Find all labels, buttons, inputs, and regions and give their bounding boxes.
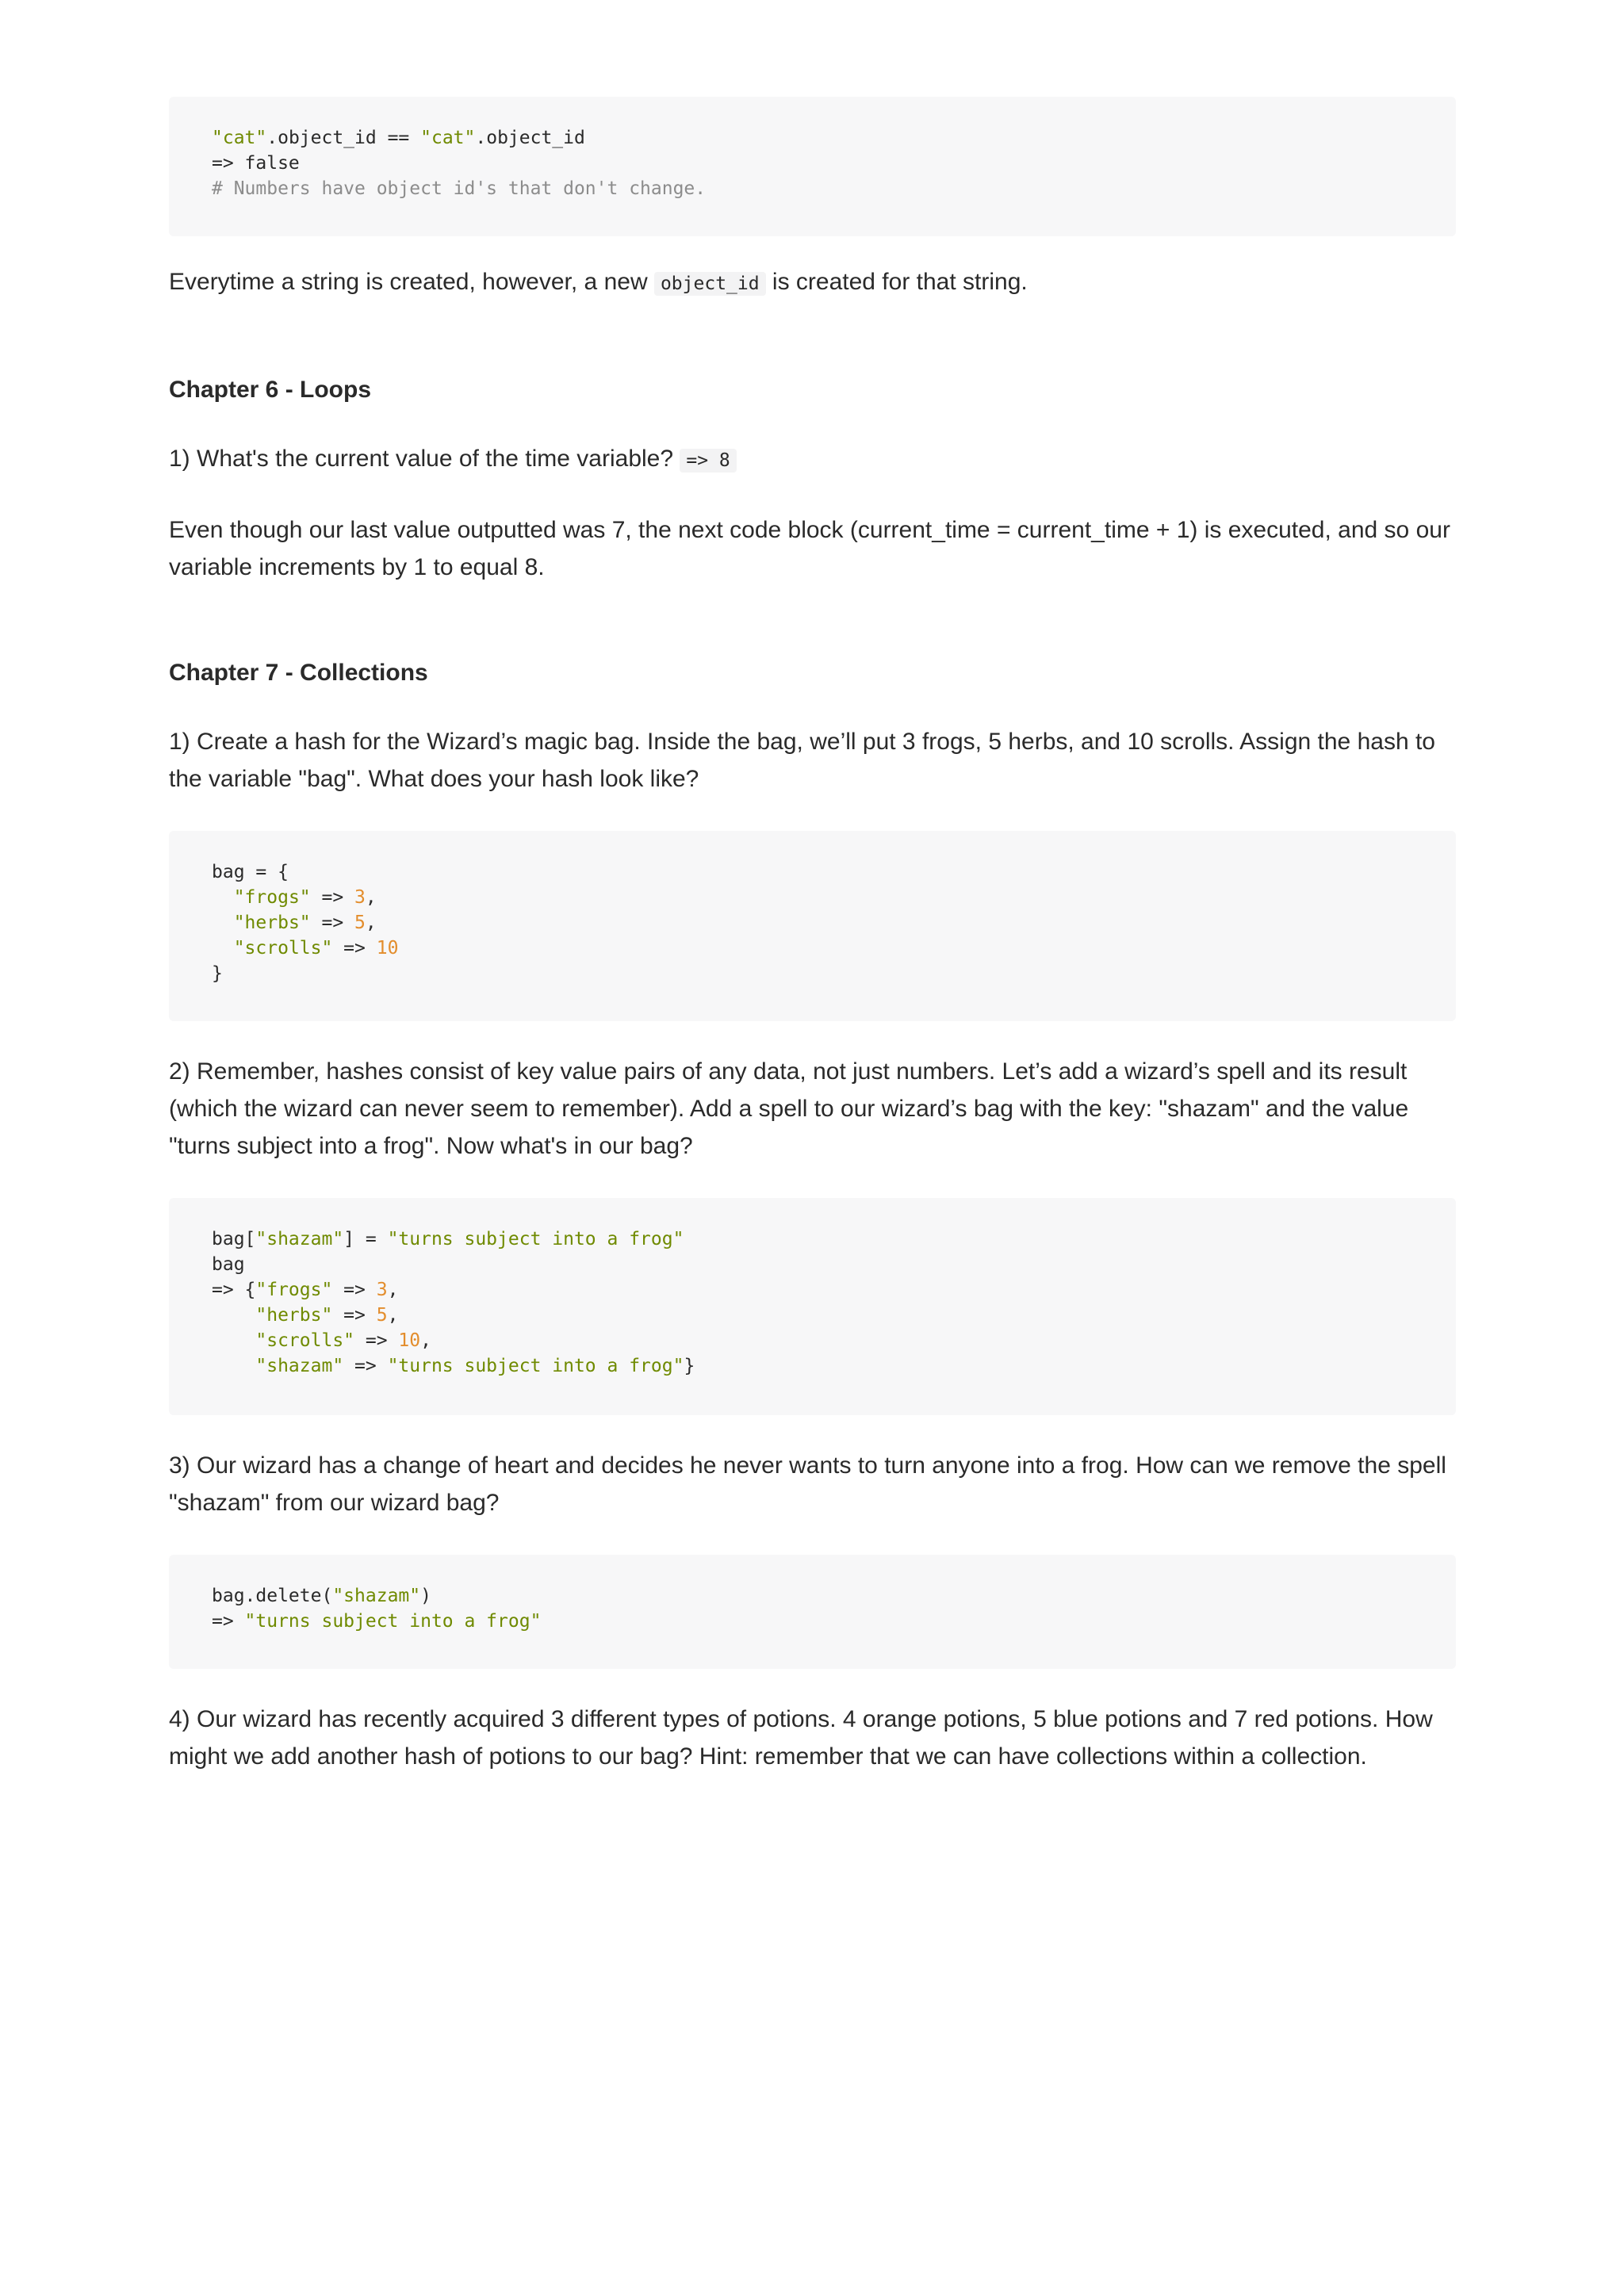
code-token-plain: =>	[343, 1356, 388, 1376]
code-token-num: 3	[354, 887, 366, 908]
code-token-str: "cat"	[212, 128, 267, 148]
code-token-plain	[212, 938, 234, 959]
code-token-num: 5	[376, 1305, 388, 1326]
document-content	[169, 97, 1456, 1775]
code-token-plain: =>	[354, 1330, 399, 1351]
chapter-7-question-1: 1) Create a hash for the Wizard’s magic bag. Inside the bag, we’ll put 3 frogs, 5 herbs, and 10 scrolls. Assign the hash to the variable "bag". What does your hash look like?	[169, 729, 1435, 792]
code-line	[212, 176, 1413, 201]
code-token-plain: ,	[387, 1280, 399, 1300]
code-token-plain: ,	[420, 1330, 431, 1351]
code-token-plain: =>	[310, 913, 355, 933]
chapter-7-question-3: 3) Our wizard has a change of heart and decides he never wants to turn anyone into a frog. How can we remove the spell "shazam" from our wizard bag?	[169, 1452, 1446, 1516]
code-token-num: 10	[376, 938, 399, 959]
code-token-plain: .object_id	[475, 128, 585, 148]
code-token-str: "frogs"	[255, 1280, 333, 1300]
code-block-delete-shazam	[169, 1555, 1456, 1669]
code-token-plain: =>	[332, 1305, 377, 1326]
code-token-plain	[212, 1330, 255, 1351]
code-token-str: "shazam"	[255, 1356, 344, 1376]
code-block-object-id	[169, 97, 1456, 236]
code-token-plain: ,	[387, 1305, 399, 1326]
code-token-str: "turns subject into a frog"	[387, 1356, 684, 1376]
code-token-plain: bag[	[212, 1229, 256, 1249]
code-line	[212, 1583, 1413, 1609]
code-token-plain: =>	[212, 1611, 245, 1632]
code-token-plain: }	[212, 963, 223, 984]
code-token-plain	[212, 1305, 255, 1326]
code-line	[212, 910, 1413, 936]
code-token-num: 10	[398, 1330, 421, 1351]
code-token-plain: ,	[365, 887, 377, 908]
code-token-plain: =>	[332, 1280, 377, 1300]
code-token-plain: bag	[212, 1254, 245, 1275]
chapter-6-answer-inline-code: => 8	[680, 449, 736, 473]
code-line	[212, 1226, 1413, 1252]
code-block-bag-hash	[169, 831, 1456, 1021]
object-id-text-after: is created for that string.	[765, 269, 1028, 295]
code-line	[212, 1277, 1413, 1303]
code-token-str: "herbs"	[233, 913, 311, 933]
code-line	[212, 1353, 1413, 1379]
chapter-6-question-1-text: 1) What's the current value of the time variable?	[169, 446, 680, 472]
code-token-num: 3	[376, 1280, 388, 1300]
code-line	[212, 885, 1413, 910]
code-token-plain: => {	[212, 1280, 256, 1300]
code-block-add-shazam	[169, 1198, 1456, 1415]
code-token-plain	[212, 887, 234, 908]
code-token-str: "shazam"	[332, 1586, 421, 1606]
code-line	[212, 961, 1413, 986]
code-token-plain: ] =	[343, 1229, 388, 1249]
object-id-text-before: Everytime a string is created, however, a new	[169, 269, 654, 295]
code-token-plain: }	[684, 1356, 695, 1376]
code-token-plain: .object_id ==	[266, 128, 421, 148]
chapter-6-question-1	[169, 440, 1456, 480]
code-token-plain: =>	[332, 938, 377, 959]
code-token-str: "herbs"	[255, 1305, 333, 1326]
object-id-paragraph	[169, 263, 1456, 303]
code-token-plain	[212, 913, 234, 933]
code-token-str: "shazam"	[255, 1229, 344, 1249]
chapter-6-explanation: Even though our last value outputted was 7, the next code block (current_time = current_time + 1) is executed, and so our variable increments by 1 to equal 8.	[169, 517, 1450, 580]
chapter-7-question-4: 4) Our wizard has recently acquired 3 different types of potions. 4 orange potions, 5 blue potions and 7 red potions. How might we add another hash of potions to our bag? Hint: remember that we can have collections within a collection.	[169, 1706, 1433, 1770]
code-token-str: "scrolls"	[233, 938, 333, 959]
code-token-plain: bag = {	[212, 862, 289, 882]
code-line	[212, 151, 1413, 176]
code-token-str: "scrolls"	[255, 1330, 355, 1351]
code-token-com: # Numbers have object id's that don't change.	[212, 178, 707, 199]
code-token-str: "cat"	[420, 128, 476, 148]
code-token-plain: =>	[310, 887, 355, 908]
code-line	[212, 125, 1413, 151]
code-token-str: "frogs"	[233, 887, 311, 908]
code-token-plain: ,	[365, 913, 377, 933]
code-line	[212, 859, 1413, 885]
chapter-7-heading: Chapter 7 - Collections	[169, 660, 428, 686]
code-token-plain: => false	[212, 153, 300, 174]
code-token-plain: bag.delete(	[212, 1586, 333, 1606]
code-token-str: "turns subject into a frog"	[244, 1611, 542, 1632]
code-line	[212, 1609, 1413, 1634]
code-token-num: 5	[354, 913, 366, 933]
code-token-str: "turns subject into a frog"	[387, 1229, 684, 1249]
code-line	[212, 1328, 1413, 1353]
code-line	[212, 1252, 1413, 1277]
code-line	[212, 936, 1413, 961]
chapter-7-question-2: 2) Remember, hashes consist of key value pairs of any data, not just numbers. Let’s add a wizard’s spell and its result (which the wizard can never seem to remember). Add a spell to our wizard’s bag with the key: "shazam" and the value "turns subject into a frog". Now what's in our bag?	[169, 1058, 1409, 1159]
code-line	[212, 1303, 1413, 1328]
object-id-inline-code: object_id	[654, 272, 766, 296]
code-token-plain: )	[420, 1586, 431, 1606]
code-token-plain	[212, 1356, 255, 1376]
chapter-6-heading: Chapter 6 - Loops	[169, 377, 372, 403]
